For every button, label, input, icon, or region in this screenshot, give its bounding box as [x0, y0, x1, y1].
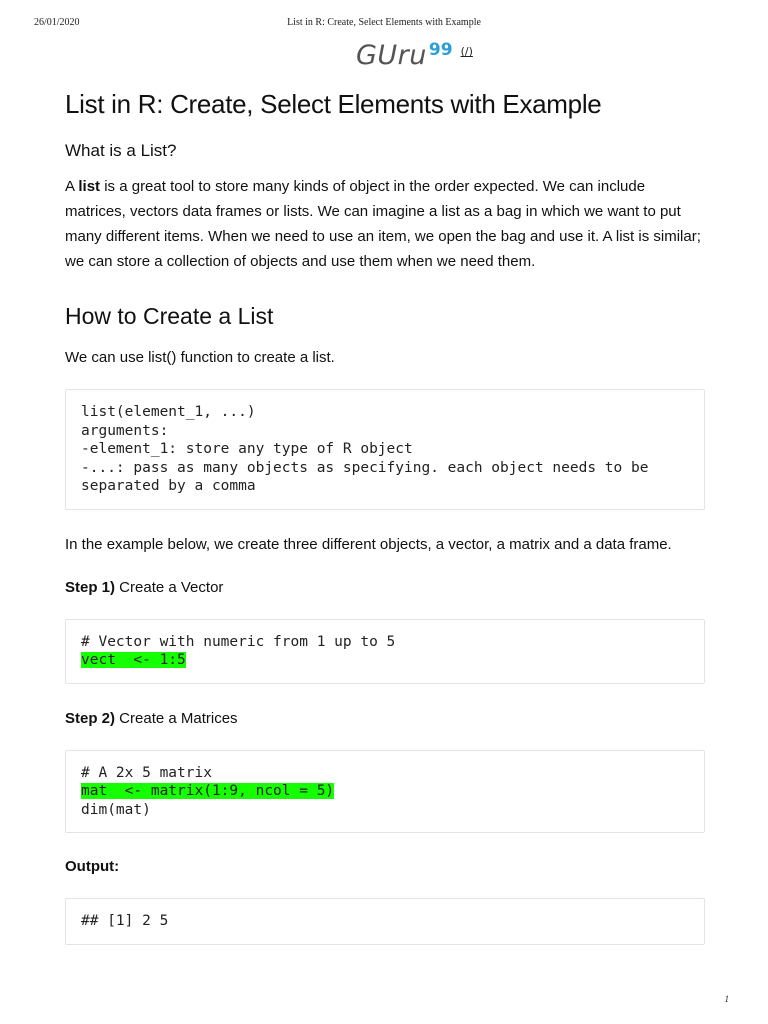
step-1-heading: Step 1) Create a Vector [65, 578, 224, 596]
print-title: List in R: Create, Select Elements with Example [287, 17, 481, 28]
guru99-logo[interactable] [356, 40, 473, 74]
code-comment: # Vector with numeric from 1 up to 5 [81, 633, 396, 650]
code-line: list(element_1, ...) [81, 404, 256, 420]
intro-paragraph: A list is a great tool to store many kinds of object in the order expected. We can include matrices, vectors data frames or lists. We can imagine a list as a bag in which we want to put many different items. When we need to use an item, we open the bag and use it. A list is similar; we can store a collection of objects and use them when we need them. [65, 178, 701, 270]
page-number: 1 [724, 994, 729, 1004]
vector-code-block[interactable] [65, 619, 705, 684]
output-line: ## [1] 2 5 [81, 913, 169, 929]
example-intro-text: In the example below, we create three different objects, a vector, a matrix and a data frame. [65, 535, 672, 553]
step-2-heading: Step 2) Create a Matrices [65, 709, 238, 727]
code-comment: # A 2x 5 matrix [81, 764, 212, 781]
output-code-block[interactable] [65, 898, 705, 945]
matrix-code-block[interactable] [65, 750, 705, 834]
create-list-text: We can use list() function to create a list. [65, 349, 335, 366]
page-title: List in R: Create, Select Elements with Example [65, 89, 602, 119]
highlighted-code: mat <- matrix(1:9, ncol = 5) [81, 783, 335, 799]
code-line: dim(mat) [81, 801, 151, 818]
syntax-code-block[interactable] [65, 389, 705, 510]
code-line: arguments: [81, 422, 169, 439]
code-line: -element_1: store any type of R object [81, 441, 413, 457]
code-line: separated by a comma [81, 478, 256, 494]
print-header [0, 17, 768, 31]
list-keyword: list [78, 178, 101, 195]
code-line: -...: pass as many objects as specifying. each object needs to be [81, 459, 649, 476]
logo-number: 99 [428, 40, 453, 60]
article-content [65, 86, 705, 945]
print-date: 26/01/2020 [34, 17, 80, 28]
heading-how-to-create-list: How to Create a List [65, 303, 274, 329]
logo-wordmark: GUru [356, 40, 427, 71]
output-label: Output: [65, 858, 120, 875]
highlighted-code: vect <- 1:5 [81, 652, 186, 668]
home-link[interactable]: (/) [460, 45, 473, 58]
heading-what-is-a-list: What is a List? [65, 141, 177, 160]
